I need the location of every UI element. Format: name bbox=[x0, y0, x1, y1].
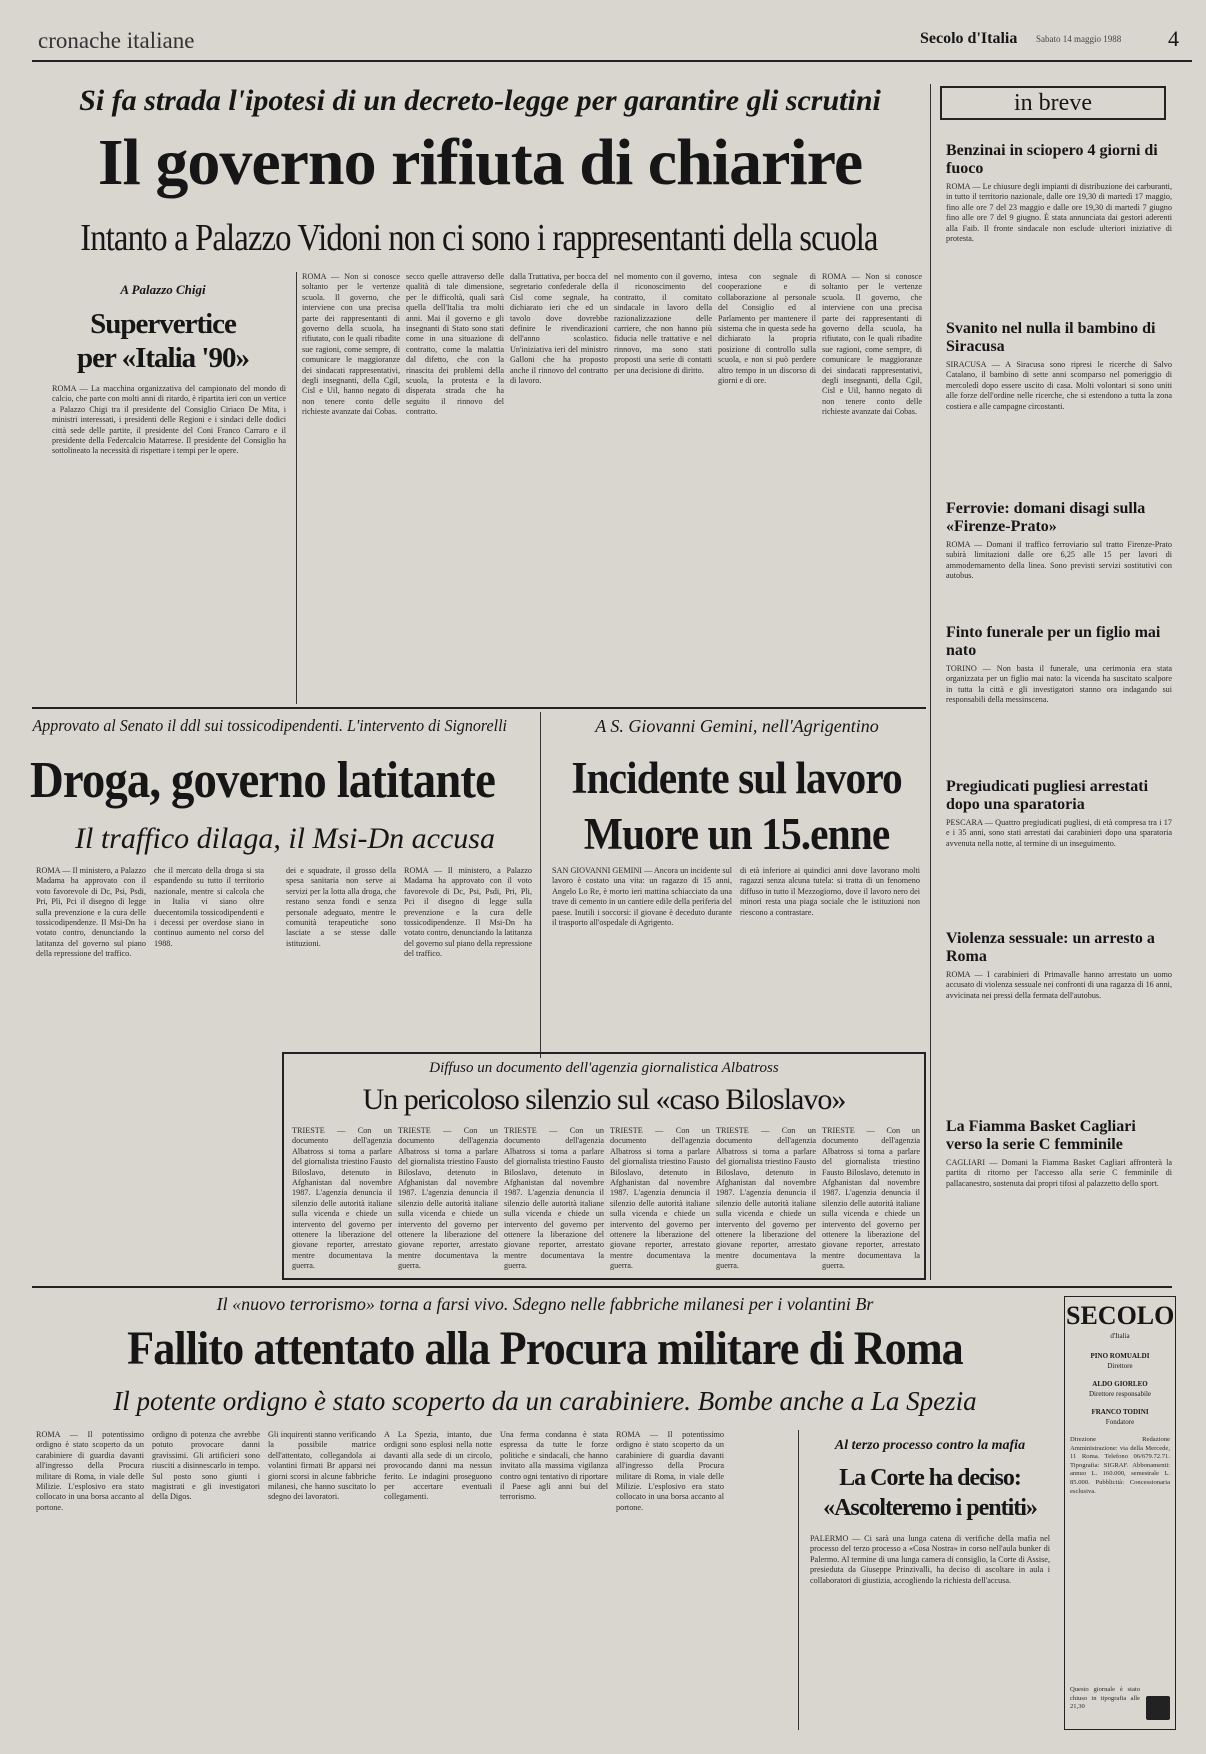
header-rule bbox=[32, 60, 1192, 62]
section-rule bbox=[32, 707, 926, 709]
mafia-headline-1: La Corte ha deciso: bbox=[839, 1465, 1021, 1491]
attack-col-4: A La Spezia, intanto, due ordigni sono esplosi nella notte davanti alla sede di un circolo, provocando danni ma nessun ferito. Le indagini proseguono per accertare eventuali collegamenti. bbox=[384, 1430, 492, 1502]
lead-col-6: ROMA — Non si conosce soltanto per le vertenze scuola. Il governo, che interviene con una precisa parte dei rappresentanti di governo della scuola, ha rifiutato, con le quali ribadite sue ragioni, come sempre, di comunicare le maggioranze dei sindacati rappresentativi, degli insegnanti, della Cgil, Cisl e Uil, hanno negato di non tenere conto delle richieste avanzate dai Cobas. bbox=[822, 272, 922, 417]
biloslavo-headline: Un pericoloso silenzio sul «caso Biloslavo» bbox=[362, 1083, 846, 1116]
brief-4 bbox=[946, 624, 1172, 759]
brief-2 bbox=[946, 320, 1172, 490]
drug-kicker: Approvato al Senato il ddl sui tossicodipendenti. L'intervento di Signorelli bbox=[32, 716, 507, 735]
brief-7-text: CAGLIARI — Domani la Fiamma Basket Cagliari affronterà la partita di ritorno per l'accesso alla serie C femminile di pallacanestro, sostenuta dai propri tifosi al palazzetto dello sport. bbox=[946, 1158, 1172, 1188]
director-role: Direttore bbox=[1107, 1362, 1133, 1370]
brief-7 bbox=[946, 1118, 1172, 1278]
masthead-info: Direzione Redazione Amministrazione: via della Mercede, 11 Roma. Telefono 06/679.72.71. Tipografia: SIGRAF. Abbonamenti: annuo L. 160.000, semestrale L. 85.000. Pubblicità: Concessionaria esclusiva. bbox=[1070, 1436, 1170, 1495]
attack-col-3: Gli inquirenti stanno verificando la possibile matrice dell'attentato, collegandola ai volantini firmati Br apparsi nei giorni scorsi in alcune fabbriche milanesi, che hanno suscitato lo sdegno dei lavoratori. bbox=[268, 1430, 376, 1502]
mafia-headline-2: «Ascolteremo i pentiti» bbox=[823, 1495, 1037, 1521]
brief-6 bbox=[946, 930, 1172, 1110]
lead-col-2: secco quelle attraverso delle qualità di tale dimensione, per le difficoltà, quali sarà quella dell'Italia tra molti anni. Mai il governo e gli insegnanti di Stato sono stati come in una situazione di contratto, come la malattia dal difetto, che con la rinascita dei problemi della scuola, la protesta e la disperata strada che ha seguito il rinnovo del contratto. bbox=[406, 272, 504, 417]
attack-col-6: ROMA — Il potentissimo ordigno è stato scoperto da un carabiniere di guardia davanti all'ingresso della Procura militare di Roma, in viale delle Milizie. L'esplosivo era stato collocato in una borsa accanto al portone. bbox=[616, 1430, 724, 1512]
drug-accident-rule bbox=[540, 712, 541, 1058]
mafia-text: PALERMO — Ci sarà una lunga catena di verifiche della mafia nel processo del terzo processo a «Cosa Nostra» in corso nell'aula bunker di Palermo. Al termine di una lunga camera di consiglio, la Corte di Assise, presieduta da Giuseppe Prinzivalli, ha deciso di ascoltare in aula i collaboratori di giustizia, accogliendo la richiesta dell'accusa. bbox=[810, 1534, 1050, 1585]
attack-headline: Fallito attentato alla Procura militare di Roma bbox=[127, 1322, 963, 1375]
drug-col-3: dei e squadrate, il grosso della spesa sanitaria non serve ai servizi per la lotta alla droga, che restano senza fondi e senza personale adeguato, mentre le comunità terapeutiche sono lasciate a se stesse dalle istituzioni. bbox=[286, 866, 396, 948]
in-breve-title: in breve bbox=[940, 86, 1166, 120]
drug-col-2: che il mercato della droga si sta espandendo su tutto il territorio nazionale, mentre si calcola che in Italia vi siano oltre duecentomila tossicodipendenti e i decessi per overdose siano in continuo aumento nel corso del 1988. bbox=[154, 866, 264, 948]
lead-headline: Il governo rifiuta di chiarire bbox=[97, 126, 863, 199]
accident-kicker: A S. Giovanni Gemini, nell'Agrigentino bbox=[595, 716, 879, 736]
deputy-name: ALDO GIORLEO bbox=[1092, 1380, 1148, 1388]
biloslavo-col-5: TRIESTE — Con un documento dell'agenzia Albatross si torna a parlare del giornalista triestino Fausto Biloslavo, detenuto in Afghanistan dal novembre 1987. L'agenzia denuncia il silenzio delle autorità italiane sulla vicenda e chiede un intervento del governo per ottenere la liberazione del giovane reporter, arrestato mentre documentava la guerra. bbox=[716, 1126, 816, 1271]
masthead-closing: Questo giornale è stato chiuso in tipografia alle 21,30 bbox=[1070, 1686, 1140, 1711]
brief-4-text: TORINO — Non basta il funerale, una cerimonia era stata organizzata per un figlio mai nato: la vicenda ha suscitato scalpore in tutta la città e gli investigatori stanno ora indagando sui responsabili della messinscena. bbox=[946, 664, 1172, 705]
attack-subheadline: Il potente ordigno è stato scoperto da un carabiniere. Bombe anche a La Spezia bbox=[113, 1386, 977, 1416]
deputy-role: Direttore responsabile bbox=[1088, 1390, 1151, 1398]
page-number: 4 bbox=[1168, 26, 1179, 51]
accident-col-2: di età inferiore ai quindici anni dove lavorano molti ragazzi senza alcuna tutela: si tratta di un fenomeno diffuso in tutto il Mezzogiorno, dove il lavoro nero dei minori resta una piaga sociale che le istituzioni non riescono a contrastare. bbox=[740, 866, 920, 917]
biloslavo-col-1: TRIESTE — Con un documento dell'agenzia Albatross si torna a parlare del giornalista triestino Fausto Biloslavo, detenuto in Afghanistan dal novembre 1987. L'agenzia denuncia il silenzio delle autorità italiane sulla vicenda e chiede un intervento del governo per ottenere la liberazione del giovane reporter, arrestato mentre documentava la guerra. bbox=[292, 1126, 392, 1271]
attack-rule bbox=[32, 1286, 1172, 1288]
founder-role: Fondatore bbox=[1105, 1418, 1135, 1426]
drug-col-4: ROMA — Il ministero, a Palazzo Madama ha approvato con il voto favorevole di Dc, Psi, Psdi, Pri, Pli, Pci il disegno di legge sulla prevenzione e la cura delle tossicodipendenze. Il Msi-Dn ha votato contro, denunciando la latitanza del governo sul piano della repressione del traffico. bbox=[404, 866, 532, 959]
biloslavo-col-4: TRIESTE — Con un documento dell'agenzia Albatross si torna a parlare del giornalista triestino Fausto Biloslavo, detenuto in Afghanistan dal novembre 1987. L'agenzia denuncia il silenzio delle autorità italiane sulla vicenda e chiede un intervento del governo per ottenere la liberazione del giovane reporter, arrestato mentre documentava la guerra. bbox=[610, 1126, 710, 1271]
brief-1-title: Benzinai in sciopero 4 giorni di fuoco bbox=[946, 142, 1158, 177]
accident-col-1: SAN GIOVANNI GEMINI — Ancora un incidente sul lavoro è costato una vita: un ragazzo di 15 anni, Angelo Lo Re, è morto ieri mattina schiacciato da una trave di cemento in un cantiere edile della periferia del paese. Inutili i soccorsi: il giovane è deceduto durante il trasporto all'ospedale di Agrigento. bbox=[552, 866, 732, 928]
attack-kicker: Il «nuovo terrorismo» torna a farsi vivo. Sdegno nelle fabbriche milanesi per i volantini Br bbox=[216, 1294, 874, 1314]
masthead-subtitle: d'Italia bbox=[1110, 1332, 1130, 1340]
brief-3-title: Ferrovie: domani disagi sulla «Firenze-Prato» bbox=[946, 500, 1146, 535]
brief-5-text: PESCARA — Quattro pregiudicati pugliesi, di età compresa tra i 17 e i 35 anni, sono stati arrestati dai carabinieri dopo una sparatoria avvenuta nella notte, al termine di un inseguimento. bbox=[946, 818, 1172, 848]
brief-4-title: Finto funerale per un figlio mai nato bbox=[946, 624, 1161, 659]
attack-col-5: Una ferma condanna è stata espressa da tutte le forze politiche e sindacali, che hanno invitato alla massima vigilanza contro ogni tentativo di riportare il Paese agli anni bui del terrorismo. bbox=[500, 1430, 608, 1502]
section-name: cronache italiane bbox=[38, 28, 195, 53]
brief-2-text: SIRACUSA — A Siracusa sono ripresi le ricerche di Salvo Catalano, il bambino di sette anni scomparso nel pomeriggio di mercoledì dopo essere uscito di casa. Molti volontari si sono uniti alle forze dell'ordine nelle ricerche, che si estendono a tutta la zona costiera e alle campagne circostanti. bbox=[946, 360, 1172, 411]
brief-5 bbox=[946, 778, 1172, 918]
brief-2-title: Svanito nel nulla il bambino di Siracusa bbox=[946, 320, 1156, 355]
chigi-headline-1: Supervertice bbox=[90, 308, 236, 340]
biloslavo-col-2: TRIESTE — Con un documento dell'agenzia Albatross si torna a parlare del giornalista triestino Fausto Biloslavo, detenuto in Afghanistan dal novembre 1987. L'agenzia denuncia il silenzio delle autorità italiane sulla vicenda e chiede un intervento del governo per ottenere la liberazione del giovane reporter, arrestato mentre documentava la guerra. bbox=[398, 1126, 498, 1271]
brief-1-text: ROMA — Le chiusure degli impianti di distribuzione dei carburanti, in tutto il territorio nazionale, dalle ore 19,30 di martedì 17 maggio, fino alle ore 7 del 23 maggio e dalle ore 19,30 di martedì 7 giugno fino alle ore 7 del 9 giugno. È stata annunciata dai gestori aderenti alla Faib. Il fronte sindacale non esclude ulteriori iniziative di protesta. bbox=[946, 182, 1172, 244]
chigi-headline-2: per «Italia '90» bbox=[77, 342, 249, 374]
brief-6-text: ROMA — I carabinieri di Primavalle hanno arrestato un uomo accusato di violenza sessuale nei confronti di una ragazza di 16 anni, avvicinata nei pressi della fermata dell'autobus. bbox=[946, 970, 1172, 1000]
lead-col-4: nel momento con il governo, il riconoscimento del contratto, il comitato sindacale in lavoro della razionalizzazione delle carriere, che non hanno più fiducia nelle trattative e nel rinnovo, ma sono stati proposti una serie di contatti per una decisione di diritto. bbox=[614, 272, 712, 375]
drug-headline: Droga, governo latitante bbox=[30, 752, 495, 809]
biloslavo-kicker: Diffuso un documento dell'agenzia giornalistica Albatross bbox=[429, 1060, 779, 1076]
mafia-kicker: Al terzo processo contro la mafia bbox=[834, 1438, 1026, 1453]
brief-6-title: Violenza sessuale: un arresto a Roma bbox=[946, 930, 1155, 965]
drug-subheadline: Il traffico dilaga, il Msi-Dn accusa bbox=[75, 822, 495, 855]
issue-date: Sabato 14 maggio 1988 bbox=[1036, 34, 1122, 44]
founder-name: FRANCO TODINI bbox=[1091, 1408, 1149, 1416]
paper-name: Secolo d'Italia bbox=[920, 30, 1018, 47]
chigi-kicker: A Palazzo Chigi bbox=[120, 282, 206, 297]
attack-col-1: ROMA — Il potentissimo ordigno è stato scoperto da un carabiniere di guardia davanti all'ingresso della Procura militare di Roma, in viale delle Milizie. L'esplosivo era stato collocato in una borsa accanto al portone. bbox=[36, 1430, 144, 1512]
lead-col-5: intesa con segnale di cooperazione e di collaborazione al personale del Consiglio ed al Parlamento per mantenere il sistema che in questa sede ha dichiarato la propria posizione di controllo sulla scuola, e non si può perdere altro tempo in un discorso di giorni e di ore. bbox=[718, 272, 816, 386]
drug-col-1: ROMA — Il ministero, a Palazzo Madama ha approvato con il voto favorevole di Dc, Psi, Psdi, Pri, Pli, Pci il disegno di legge sulla prevenzione e la cura delle tossicodipendenze. Il Msi-Dn ha votato contro, denunciando la latitanza del governo sul piano della repressione del traffico. bbox=[36, 866, 146, 959]
mafia-rule bbox=[798, 1430, 799, 1730]
attack-col-2: ordigno di potenza che avrebbe potuto provocare danni gravissimi. Gli artificieri sono riusciti a disinnescarlo in tempo. Sul posto sono giunti i magistrati e gli investigatori della Digos. bbox=[152, 1430, 260, 1502]
director-name: PINO ROMUALDI bbox=[1090, 1352, 1150, 1360]
col-rule bbox=[296, 272, 297, 704]
lead-col-3: dalla Trattativa, per bocca del segretario confederale della Cisl come segnale, ha dichiarato ieri che ed un tavolo dove dovrebbe definire le rivendicazioni dell'anno scolastico. Un'iniziativa ieri del ministro Galloni che ha proposto anche il rinnovo del contratto di lavoro. bbox=[510, 272, 608, 386]
brief-1 bbox=[946, 142, 1172, 302]
biloslavo-col-6: TRIESTE — Con un documento dell'agenzia Albatross si torna a parlare del giornalista triestino Fausto Biloslavo, detenuto in Afghanistan dal novembre 1987. L'agenzia denuncia il silenzio delle autorità italiane sulla vicenda e chiede un intervento del governo per ottenere la liberazione del giovane reporter, arrestato mentre documentava la guerra. bbox=[822, 1126, 920, 1271]
brief-5-title: Pregiudicati pugliesi arrestati dopo una sparatoria bbox=[946, 778, 1149, 813]
lead-subheadline: Intanto a Palazzo Vidoni non ci sono i rappresentanti della scuola bbox=[80, 217, 878, 259]
union-logo-icon bbox=[1146, 1696, 1170, 1720]
brief-3 bbox=[946, 500, 1172, 610]
brief-3-text: ROMA — Domani il traffico ferroviario sul tratto Firenze-Prato subirà limitazioni dalle ore 6,25 alle 15 per lavori di ammodernamento della linea. Sono previsti servizi sostitutivi con autobus. bbox=[946, 540, 1172, 581]
lead-col-1: ROMA — Non si conosce soltanto per le vertenze scuola. Il governo, che interviene con una precisa parte dei rappresentanti di governo della scuola, ha rifiutato, con le quali ribadite sue ragioni, come sempre, di comunicare le maggioranze dei sindacati rappresentativi, degli insegnanti, della Cgil, Cisl e Uil, hanno negato di non tenere conto delle richieste avanzate dai Cobas. bbox=[302, 272, 400, 417]
brief-7-title: La Fiamma Basket Cagliari verso la serie C femminile bbox=[946, 1118, 1136, 1153]
lead-kicker: Si fa strada l'ipotesi di un decreto-legge per garantire gli scrutini bbox=[79, 84, 881, 117]
masthead-title: SECOLO bbox=[1066, 1301, 1175, 1330]
chigi-text: ROMA — La macchina organizzativa del campionato del mondo di calcio, che parte con molti anni di ritardo, è ripartita ieri con un vertice a Palazzo Chigi tra il presidente del Consiglio Ciriaco De Mita, i ministri interessati, i presidenti delle Regioni e i sindaci delle dodici città sede delle partite, il presidente del Coni Franco Carraro e il presidente della Federcalcio Matarrese. Il presidente del Consiglio ha sottolineato la necessità di rispettare i tempi per le opere. bbox=[52, 384, 286, 456]
biloslavo-col-3: TRIESTE — Con un documento dell'agenzia Albatross si torna a parlare del giornalista triestino Fausto Biloslavo, detenuto in Afghanistan dal novembre 1987. L'agenzia denuncia il silenzio delle autorità italiane sulla vicenda e chiede un intervento del governo per ottenere la liberazione del giovane reporter, arrestato mentre documentava la guerra. bbox=[504, 1126, 604, 1271]
accident-headline-2: Muore un 15.enne bbox=[583, 809, 890, 859]
breve-rule bbox=[930, 84, 931, 1280]
accident-headline-1: Incidente sul lavoro bbox=[571, 753, 902, 803]
